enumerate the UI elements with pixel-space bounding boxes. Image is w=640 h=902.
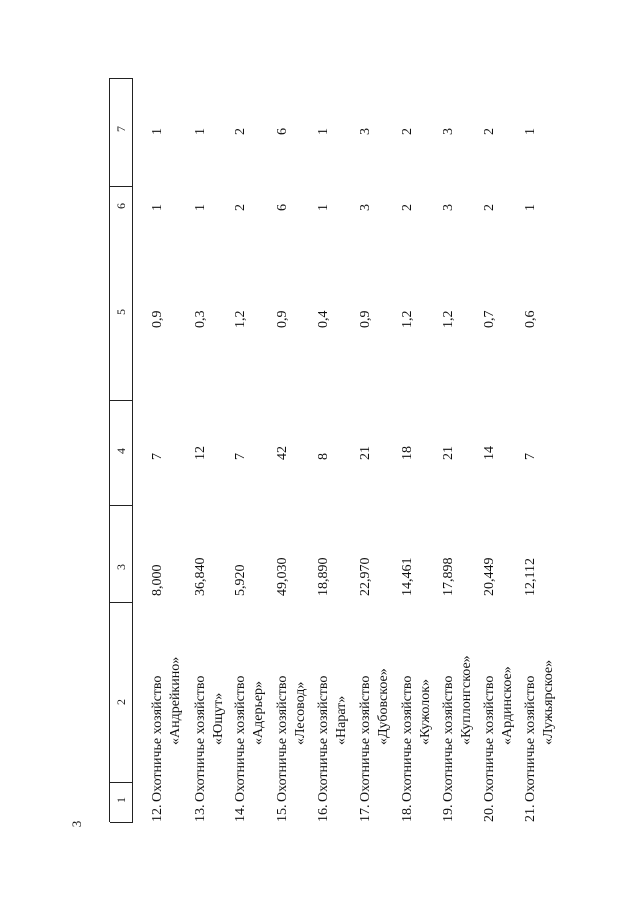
row-limit-value: 1 (150, 204, 165, 211)
row-name-line2: «Андрейкино» (168, 656, 183, 745)
row-number: 12. (150, 804, 165, 822)
row-name-line2: «Адерьер» (251, 680, 266, 745)
row-count-value: 7 (523, 453, 538, 460)
table-header-bottom-border (109, 78, 110, 822)
row-name-line2: «Лужьярское» (541, 659, 556, 745)
row-area-value: 5,920 (233, 564, 248, 596)
row-quota-value: 1 (150, 128, 165, 135)
row-limit-value: 2 (233, 204, 248, 211)
table-header-cell: 2 (114, 699, 128, 705)
table-header-column-separator (110, 602, 133, 603)
row-count-value: 21 (441, 446, 456, 460)
table-header-cell: 6 (114, 203, 128, 209)
table-header-column-separator (110, 400, 133, 401)
row-quota-value: 1 (523, 128, 538, 135)
row-density-value: 1,2 (233, 310, 248, 328)
row-name-line2: «Дубовское» (376, 668, 391, 745)
row-area-value: 14,461 (400, 557, 415, 596)
row-number: 16. (316, 804, 331, 822)
row-name-line2: «Кужолок» (418, 678, 433, 745)
row-limit-value: 2 (482, 204, 497, 211)
row-name-line1: Охотничье хозяйство (233, 675, 248, 802)
row-area-value: 20,449 (482, 557, 497, 596)
row-limit-value: 6 (275, 204, 290, 211)
row-count-value: 42 (275, 446, 290, 460)
row-name-line1: Охотничье хозяйство (316, 675, 331, 802)
row-area-value: 22,970 (358, 557, 373, 596)
table-header-cell: 7 (114, 126, 128, 132)
row-count-value: 7 (150, 453, 165, 460)
page-number: 3 (69, 820, 84, 828)
row-density-value: 1,2 (441, 310, 456, 328)
row-quota-value: 3 (441, 128, 456, 135)
row-limit-value: 2 (400, 204, 415, 211)
row-number: 18. (400, 804, 415, 822)
row-name-line1: Охотничье хозяйство (400, 675, 415, 802)
row-number: 15. (275, 804, 290, 822)
row-name-line2: «Ардинское» (500, 666, 515, 745)
row-area-value: 18,890 (316, 557, 331, 596)
row-density-value: 0,9 (358, 310, 373, 328)
row-name-line2: «Нарат» (334, 695, 349, 745)
row-quota-value: 2 (482, 128, 497, 135)
row-area-value: 49,030 (275, 557, 290, 596)
table-header-top-border (132, 78, 133, 822)
row-limit-value: 1 (316, 204, 331, 211)
row-density-value: 0,6 (523, 310, 538, 328)
table-header-column-separator (110, 782, 133, 783)
row-area-value: 8,000 (150, 564, 165, 596)
row-quota-value: 3 (358, 128, 373, 135)
row-name-line1: Охотничье хозяйство (523, 675, 538, 802)
row-count-value: 8 (316, 453, 331, 460)
table-header-column-separator (110, 186, 133, 187)
table-header-cell: 5 (114, 309, 128, 315)
row-density-value: 1,2 (400, 310, 415, 328)
row-quota-value: 2 (233, 128, 248, 135)
row-count-value: 21 (358, 446, 373, 460)
table-header-column-separator (110, 505, 133, 506)
row-number: 17. (358, 804, 373, 822)
row-count-value: 18 (400, 446, 415, 460)
row-number: 19. (441, 804, 456, 822)
row-name-line2: «Куплонгское» (459, 655, 474, 745)
table-header-cell: 4 (114, 448, 128, 454)
row-density-value: 0,7 (482, 310, 497, 328)
row-count-value: 12 (193, 446, 208, 460)
row-count-value: 7 (233, 453, 248, 460)
row-area-value: 12,112 (523, 558, 538, 596)
row-quota-value: 6 (275, 128, 290, 135)
row-number: 14. (233, 804, 248, 822)
row-name-line2: «Ющут» (211, 692, 226, 745)
row-name-line2: «Лесовод» (293, 681, 308, 745)
table-header-column-separator (110, 822, 133, 823)
row-name-line1: Охотничье хозяйство (193, 675, 208, 802)
row-quota-value: 1 (316, 128, 331, 135)
row-name-line1: Охотничье хозяйство (358, 675, 373, 802)
row-density-value: 0,4 (316, 310, 331, 328)
row-limit-value: 3 (441, 204, 456, 211)
row-name-line1: Охотничье хозяйство (482, 675, 497, 802)
table-header-cell: 1 (114, 797, 128, 803)
row-quota-value: 2 (400, 128, 415, 135)
row-density-value: 0,3 (193, 310, 208, 328)
row-area-value: 36,840 (193, 557, 208, 596)
row-name-line1: Охотничье хозяйство (275, 675, 290, 802)
row-density-value: 0,9 (150, 310, 165, 328)
row-limit-value: 3 (358, 204, 373, 211)
row-limit-value: 1 (193, 204, 208, 211)
table-header-column-separator (110, 78, 133, 79)
row-area-value: 17,898 (441, 557, 456, 596)
row-number: 21. (523, 804, 538, 822)
row-name-line1: Охотничье хозяйство (150, 675, 165, 802)
row-number: 20. (482, 804, 497, 822)
row-name-line1: Охотничье хозяйство (441, 675, 456, 802)
row-number: 13. (193, 804, 208, 822)
table-header-cell: 3 (114, 564, 128, 570)
row-quota-value: 1 (193, 128, 208, 135)
row-count-value: 14 (482, 446, 497, 460)
row-density-value: 0,9 (275, 310, 290, 328)
row-limit-value: 1 (523, 204, 538, 211)
